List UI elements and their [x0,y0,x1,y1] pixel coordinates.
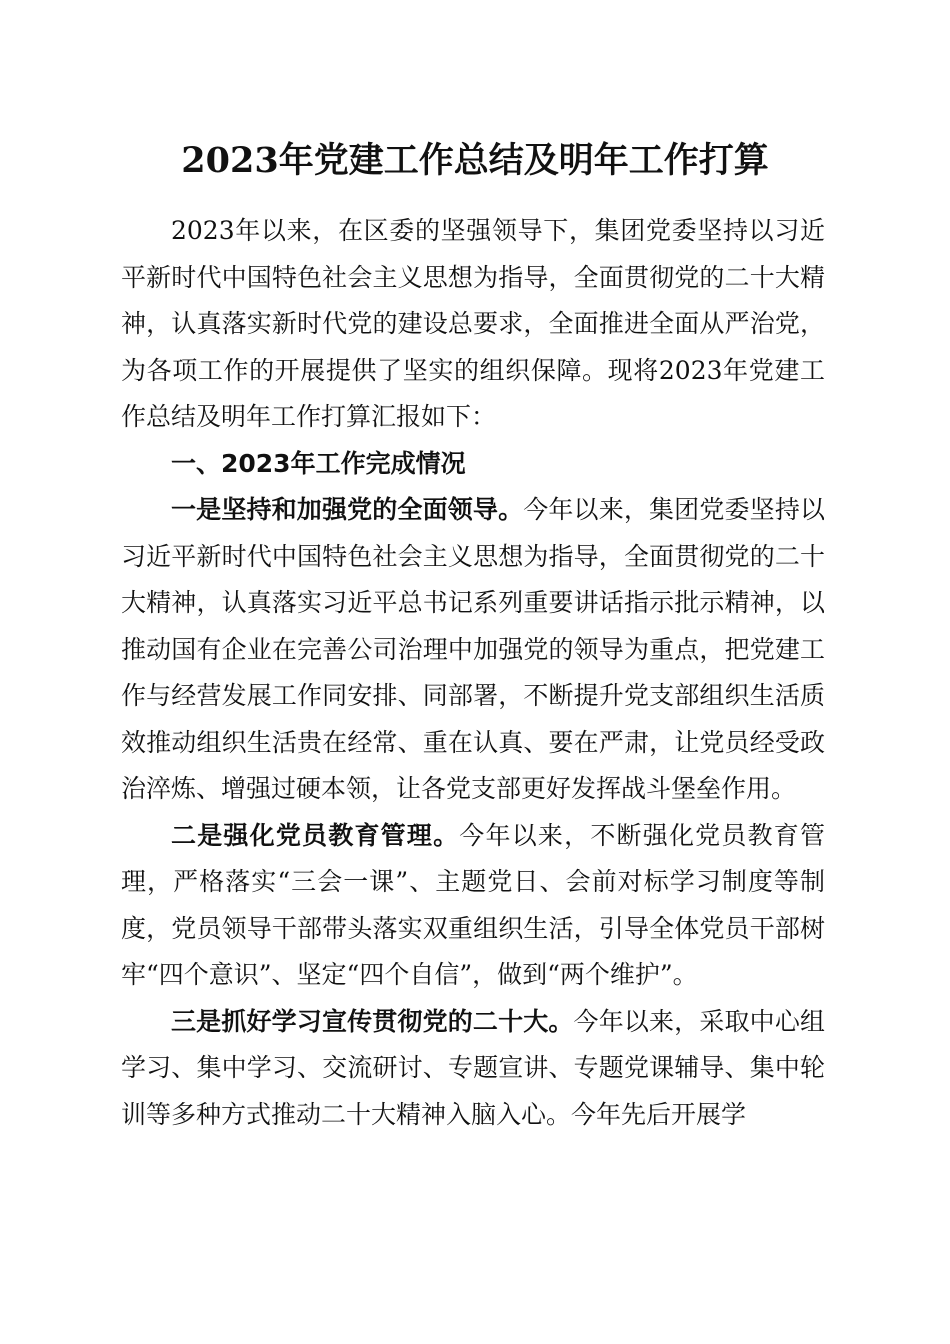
item-text: 今年以来，不断强化党员教育管理，严格落实“三会一课”、主题党日、会前对标学习制度等制度，党员领导干部带头落实双重组织生活，引导全体党员干部树牢“四个意识”、坚定“四个自信”，做到“两个维护”。 [121,820,825,989]
item-text: 今年以来，采取中心组学习、集中学习、交流研讨、专题宣讲、专题党课辅导、集中轮训等多种方式推动二十大精神入脑入心。今年先后开展学 [121,1006,825,1129]
item-lead: 三是抓好学习宣传贯彻党的二十大。 [171,1006,574,1036]
item-lead: 一是坚持和加强党的全面领导。 [171,495,524,524]
item-paragraph-1 [121,487,825,813]
item-text: 今年以来，集团党委坚持以习近平新时代中国特色社会主义思想为指导，全面贯彻党的二十大精神，认真落实习近平总书记系列重要讲话指示批示精神，以推动国有企业在完善公司治理中加强党的领导为重点，把党建工作与经营发展工作同安排、同部署，不断提升党支部组织生活质效推动组织生活贵在经常、重在认真、要在严肃，让党员经受政治淬炼、增强过硬本领，让各党支部更好发挥战斗堡垒作用。 [121,495,825,803]
section-heading: 一、2023年工作完成情况 [171,448,466,478]
document-body [121,208,825,1138]
document-title: 2023年党建工作总结及明年工作打算 [181,140,769,181]
intro-paragraph: 2023年以来，在区委的坚强领导下，集团党委坚持以习近平新时代中国特色社会主义思想为指导，全面贯彻党的二十大精神，认真落实新时代党的建设总要求，全面推进全面从严治党，为各项工作的开展提供了坚实的组织保障。现将2023年党建工作总结及明年工作打算汇报如下： [121,216,825,431]
item-paragraph-2 [121,813,825,999]
item-paragraph-3 [121,999,825,1139]
item-lead: 二是强化党员教育管理。 [171,820,460,850]
